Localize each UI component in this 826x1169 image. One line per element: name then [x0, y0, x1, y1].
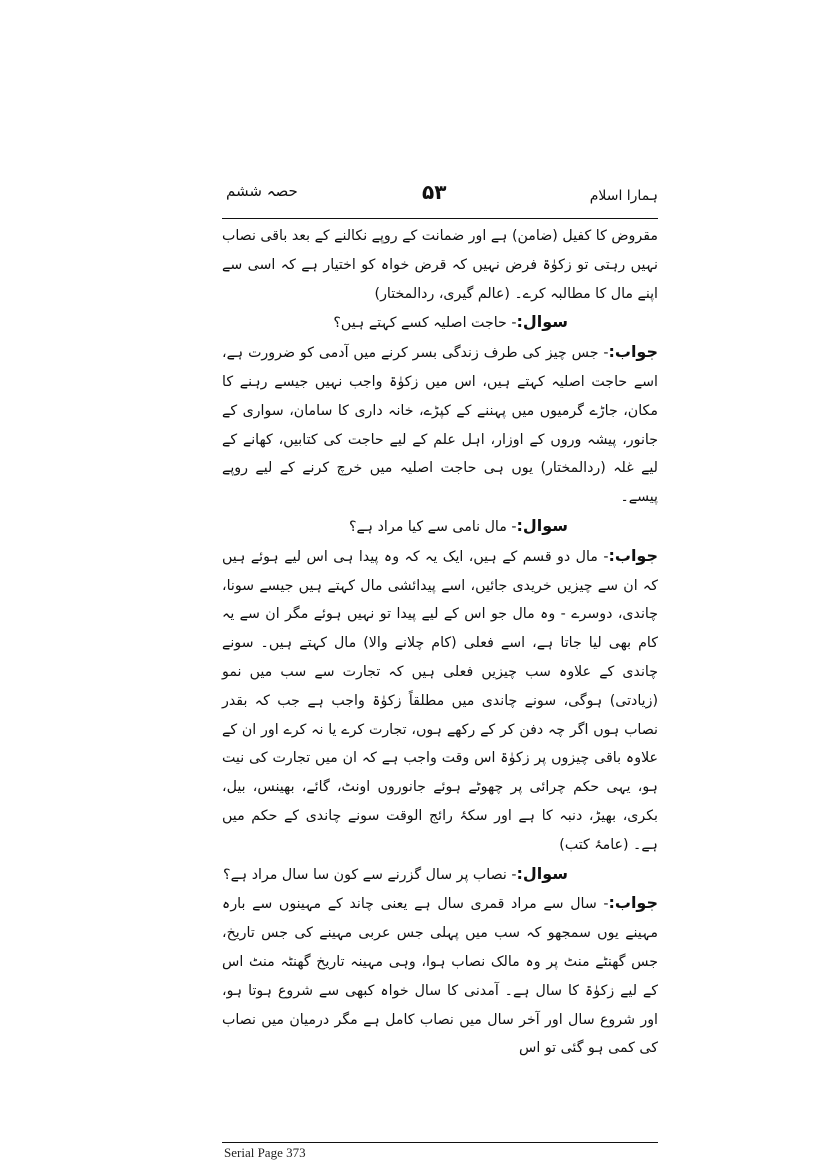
answer	[222, 542, 658, 860]
section-label: حصہ ششم	[226, 182, 298, 200]
question-label: سوال:	[516, 312, 568, 332]
answer	[222, 889, 658, 1063]
answer	[222, 338, 658, 512]
paragraph	[222, 222, 658, 308]
question-text: - مال نامی سے کیا مراد ہے؟	[348, 518, 517, 535]
answer-label: جواب:	[608, 342, 658, 362]
question-text: - نصاب پر سال گزرنے سے کون سا سال مراد ہے؟	[223, 866, 517, 883]
answer-text: - مال دو قسم کے ہیں، ایک یہ کہ وہ پیدا ہی اس لیے ہوئے ہیں کہ ان سے چیزیں خریدی جائیں، اسے پیدائشی مال کہتے ہیں جیسے سونا، چاندی، دوسرے - وہ مال جو اس کے لیے پیدا تو نہیں ہوئے مگر ان سے یہ کام بھی لیا جاتا ہے، اسے فعلی (کام چلانے والا) مال کہتے ہیں۔ سونے چاندی کے علاوہ سب چیزیں فعلی ہیں کہ تجارت سے سب میں نمو (زیادتی) ہوگی، سونے چاندی میں مطلقاً زکوٰۃ واجب ہے جب کہ بقدر نصاب ہوں اگر چہ دفن کر کے رکھے ہوں، تجارت کرے یا نہ کرے اور ان کے علاوہ باقی چیزوں پر زکوٰۃ اس وقت واجب ہے کہ ان میں تجارت کی نیت ہو، یہی حکم چرائی پر چھوٹے ہوئے جانوروں اونٹ، گائے، بھینس، بیل، بکری، بھیڑ، دنبہ کا ہے اور سکۂ رائج الوقت سونے چاندی کے حکم میں ہے۔ (عامۂ کتب)	[222, 548, 658, 853]
header-divider	[222, 218, 658, 219]
question-label: سوال:	[516, 863, 568, 883]
paragraph-text: مقروض کا کفیل (ضامن) ہے اور ضمانت کے روپے نکالنے کے بعد باقی نصاب نہیں رہتی تو زکوٰۃ فرض نہیں کہ قرض خواہ کو اختیار ہے کہ اسی سے اپنے مال کا مطالبہ کرے۔ (عالم گیری، ردالمختار)	[221, 228, 658, 302]
question	[222, 308, 658, 338]
answer-text: - جس چیز کی طرف زندگی بسر کرنے میں آدمی کو ضرورت ہے، اسے حاجت اصلیہ کہتے ہیں، اس میں زکوٰۃ واجب نہیں جیسے رہنے کا مکان، جاڑے گرمیوں میں پہننے کے کپڑے، خانہ داری کا سامان، سواری کے جانور، پیشہ وروں کے اوزار، اہل علم کے لیے حاجت کی کتابیں، کھانے کے لیے غلہ (ردالمختار) یوں ہی حاجت اصلیہ میں خرچ کرنے کے لیے روپے پیسے۔	[222, 345, 658, 506]
question-label: سوال:	[516, 515, 568, 535]
question-text: - حاجت اصلیہ کسے کہتے ہیں؟	[333, 315, 517, 332]
footer-divider	[222, 1142, 658, 1143]
question	[222, 512, 658, 542]
page-body	[222, 222, 658, 1063]
answer-label: جواب:	[608, 893, 658, 913]
serial-page-footer: Serial Page 373	[224, 1145, 306, 1160]
page-header	[222, 180, 658, 216]
answer-label: جواب:	[608, 545, 658, 565]
page-number: ۵۳	[422, 180, 447, 204]
question	[222, 860, 658, 890]
book-title: ہمارا اسلام	[589, 188, 658, 204]
answer-text: - سال سے مراد قمری سال ہے یعنی چاند کے مہینوں سے بارہ مہینے یوں سمجھو کہ سب میں پہلی جس عربی مہینے کی جس تاریخ، جس گھنٹے منٹ پر وہ مالک نصاب ہوا، وہی مہینہ تاریخ گھنٹہ منٹ اس کے لیے زکوٰۃ کا سال ہے۔ آمدنی کا سال خواہ کبھی سے شروع ہوتا ہو، اور شروع سال اور آخر سال میں نصاب کامل ہے مگر درمیان میں نصاب کی کمی ہو گئی تو اس	[222, 896, 658, 1057]
